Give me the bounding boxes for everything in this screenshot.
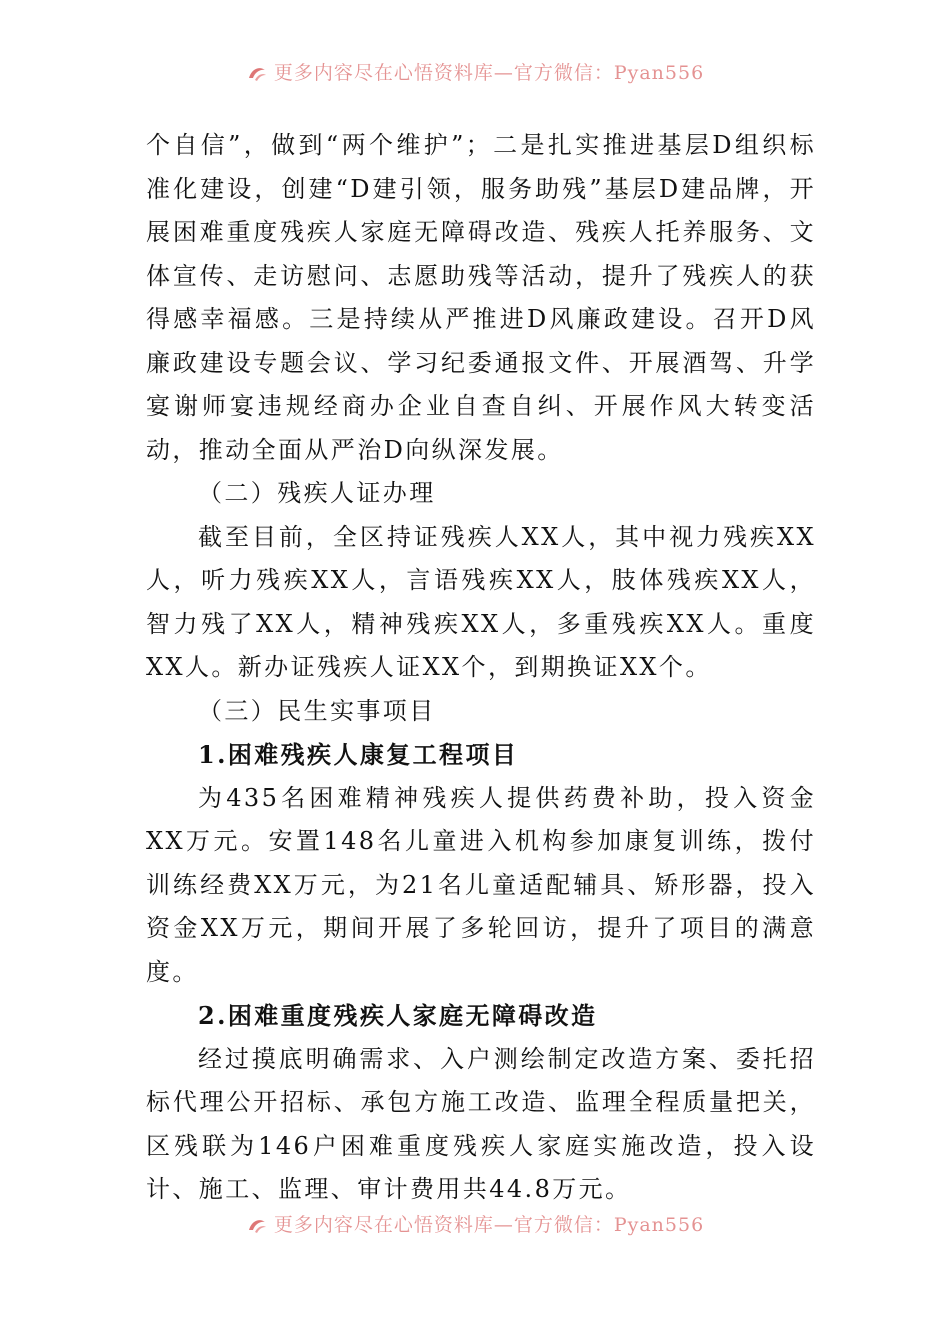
- watermark-top: [0, 58, 950, 85]
- watermark-bottom: [0, 1210, 950, 1237]
- watermark-bottom-text: 更多内容尽在心悟资料库—官方微信：Pyan556: [273, 1214, 705, 1236]
- document-body: [146, 124, 816, 1212]
- watermark-top-text: 更多内容尽在心悟资料库—官方微信：Pyan556: [273, 62, 705, 84]
- paragraph-rehab-project: 为435名困难精神残疾人提供药费补助，投入资金XX万元。安置148名儿童进入机构参加康复训练，拨付训练经费XX万元，为21名儿童适配辅具、矫形器，投入资金XX万元，期间开展了多轮回访，提升了项目的满意度。: [146, 783, 816, 986]
- watermark-logo-icon: [246, 64, 268, 82]
- paragraph-party-building: 个自信”，做到“两个维护”；二是扎实推进基层D组织标准化建设，创建“D建引领，服务助残”基层D建品牌，开展困难重度残疾人家庭无障碍改造、残疾人托养服务、文体宣传、走访慰问、志愿助残等活动，提升了残疾人的获得感幸福感。三是持续从严推进D风廉政建设。召开D风廉政建设专题会议、学习纪委通报文件、开展酒驾、升学宴谢师宴违规经商办企业自查自纠、开展作风大转变活动，推动全面从严治D向纵深发展。: [146, 131, 816, 464]
- paragraph-certificates: 截至目前，全区持证残疾人XX人，其中视力残疾XX人，听力残疾XX人，言语残疾XX人，肢体残疾XX人，智力残了XX人，精神残疾XX人，多重残疾XX人。重度XX人。新办证残疾人证XX个，到期换证XX个。: [146, 522, 816, 681]
- subheading-rehab-project: 1.困难残疾人康复工程项目: [198, 740, 519, 769]
- section-heading-certificates: （二）残疾人证办理: [198, 479, 436, 507]
- section-heading-livelihood: （三）民生实事项目: [198, 696, 436, 725]
- watermark-logo-icon: [246, 1216, 268, 1234]
- paragraph-barrier-free: 经过摸底明确需求、入户测绘制定改造方案、委托招标代理公开招标、承包方施工改造、监理全程质量把关，区残联为146户困难重度残疾人家庭实施改造，投入设计、施工、监理、审计费用共44.8万元。: [146, 1044, 816, 1203]
- subheading-barrier-free: 2.困难重度残疾人家庭无障碍改造: [198, 1001, 598, 1030]
